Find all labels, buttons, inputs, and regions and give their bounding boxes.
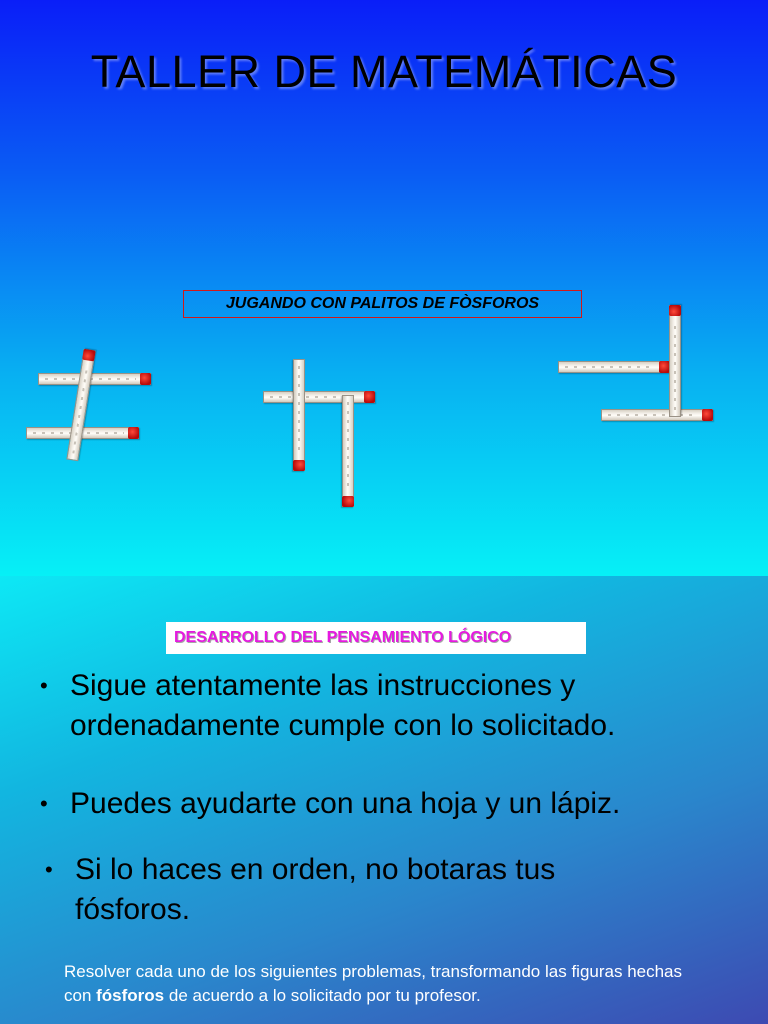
matchstick — [601, 409, 713, 421]
matchstick — [263, 391, 375, 403]
slide-title-heading: TALLER DE MATEMÁTICAS — [90, 46, 678, 97]
bullet-item — [40, 784, 720, 824]
section-title: DESARROLLO DEL PENSAMIENTO LÓGICO — [166, 622, 586, 654]
bullet-text: Puedes ayudarte con una hoja y un lápiz. — [70, 787, 621, 820]
slide-logical-thinking — [0, 576, 768, 1024]
matchstick — [293, 359, 305, 471]
bullet-item — [45, 850, 625, 930]
matchstick — [38, 373, 151, 385]
note-text: de acuerdo a lo solicitado por tu profesor. — [164, 986, 481, 1005]
bullet-dot-icon: • — [40, 673, 48, 698]
matchstick — [558, 361, 670, 373]
bullet-dot-icon: • — [45, 857, 53, 882]
instructions-note — [64, 960, 704, 1008]
subtitle-box: JUGANDO CON PALITOS DE FÒSFOROS — [183, 290, 582, 318]
bullet-text: Si lo haces en orden, no botaras tus fósforos. — [75, 853, 556, 926]
matchstick — [342, 395, 354, 507]
note-text: Resolver cada uno de los siguientes problemas, transformando las figuras hechas con — [64, 962, 683, 1005]
matchstick — [66, 349, 95, 461]
bullet-item — [40, 666, 720, 746]
note-bold-text: fósforos — [96, 986, 165, 1005]
bullet-dot-icon: • — [40, 791, 48, 816]
bullet-text: Sigue atentamente las instrucciones y ordenadamente cumple con lo solicitado. — [70, 669, 616, 742]
matchstick — [669, 305, 681, 417]
